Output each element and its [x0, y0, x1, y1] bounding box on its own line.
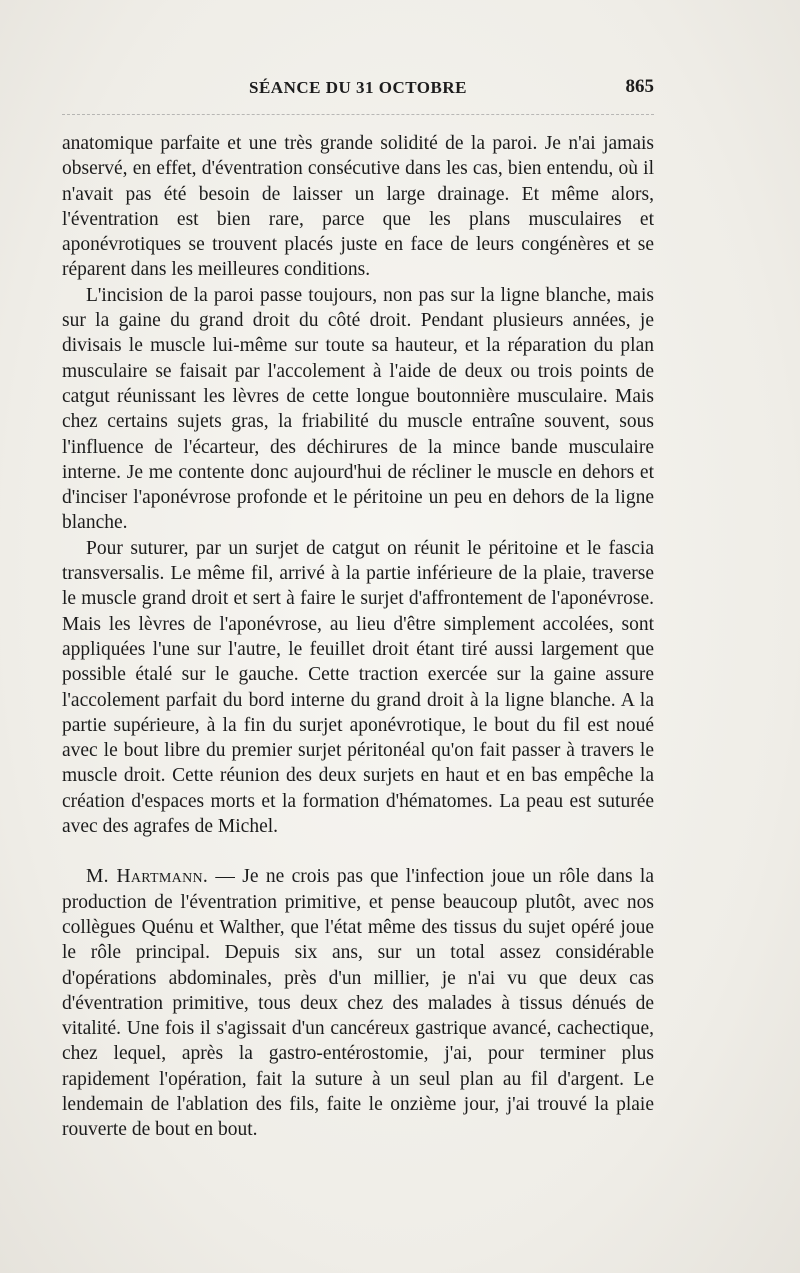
paragraph-gap	[62, 839, 654, 864]
header-rule	[62, 114, 654, 115]
paragraph-hartmann	[62, 864, 654, 1142]
body-text	[62, 131, 654, 1143]
page-header	[62, 76, 654, 100]
paragraph-continuation: anatomique parfaite et une très grande solidité de la paroi. Je n'ai jamais observé, en effet, d'éventration consécutive dans les cas, bien entendu, où il n'avait pas été besoin de laisser un large drainage. Et même alors, l'éventration est bien rare, parce que les plans musculaires et aponévrotiques se trouvent placés juste en face de leurs congénères et se réparent dans les meilleures conditions.	[62, 133, 654, 281]
running-title: SÉANCE DU 31 OCTOBRE	[249, 78, 467, 97]
paragraph-suture: Pour suturer, par un surjet de catgut on réunit le péritoine et le fascia transversalis. Le même fil, arrivé à la partie inférieure de la plaie, traverse le muscle grand droit et sert à faire le surjet d'affrontement de l'aponévrose. Mais les lèvres de l'aponévrose, au lieu d'être simplement accolées, sont appliquées l'une sur l'autre, le feuillet droit étant tiré aussi largement que possible étalé sur le gauche. Cette traction exercée sur la gaine assure l'accolement parfait du bord interne du grand droit à la ligne blanche. A la partie supérieure, à la fin du surjet aponévrotique, le bout du fil est noué avec le bout libre du premier surjet péritonéal qu'on fait passer à travers le muscle droit. Cette réunion des deux surjets en haut et en bas empêche la création d'espaces morts et la formation d'hématomes. La peau est suturée avec des agrafes de Michel.	[62, 537, 654, 838]
paragraph-incision: L'incision de la paroi passe toujours, non pas sur la ligne blanche, mais sur la gaine du grand droit du côté droit. Pendant plusieurs années, je divisais le muscle lui-même sur toute sa hauteur, et la réparation du plan musculaire se faisait par l'accolement à l'aide de deux ou trois points de catgut réunissant les lèvres de cette longue boutonnière musculaire. Mais chez certains sujets gras, la friabilité du muscle entraîne souvent, sous l'influence de l'écarteur, des déchirures de la mince bande musculaire interne. Je me contente donc aujourd'hui de récliner le muscle en dehors et d'inciser l'aponévrose profonde et le péritoine un peu en dehors de la ligne blanche.	[62, 284, 654, 534]
speaker-name: M. Hartmann.	[86, 866, 209, 888]
page-number: 865	[625, 76, 654, 97]
speaker-text: — Je ne crois pas que l'infection joue un rôle dans la production de l'éventration primitive, et pense beaucoup plutôt, avec nos collègues Quénu et Walther, que l'état même des tissus du sujet opéré joue le rôle principal. Depuis six ans, sur un total assez considérable d'opérations abdominales, près d'un millier, je n'ai vu que deux cas d'éventration primitive, tous deux chez des malades à tissus dénués de vitalité. Une fois il s'agissait d'un cancéreux gastrique avancé, cachectique, chez lequel, après la gastro-entérostomie, j'ai, pour terminer plus rapidement l'opération, fait la suture à un seul plan au fil d'argent. Le lendemain de l'ablation des fils, faite le onzième jour, j'ai trouvé la plaie rouverte de bout en bout.	[62, 866, 654, 1141]
